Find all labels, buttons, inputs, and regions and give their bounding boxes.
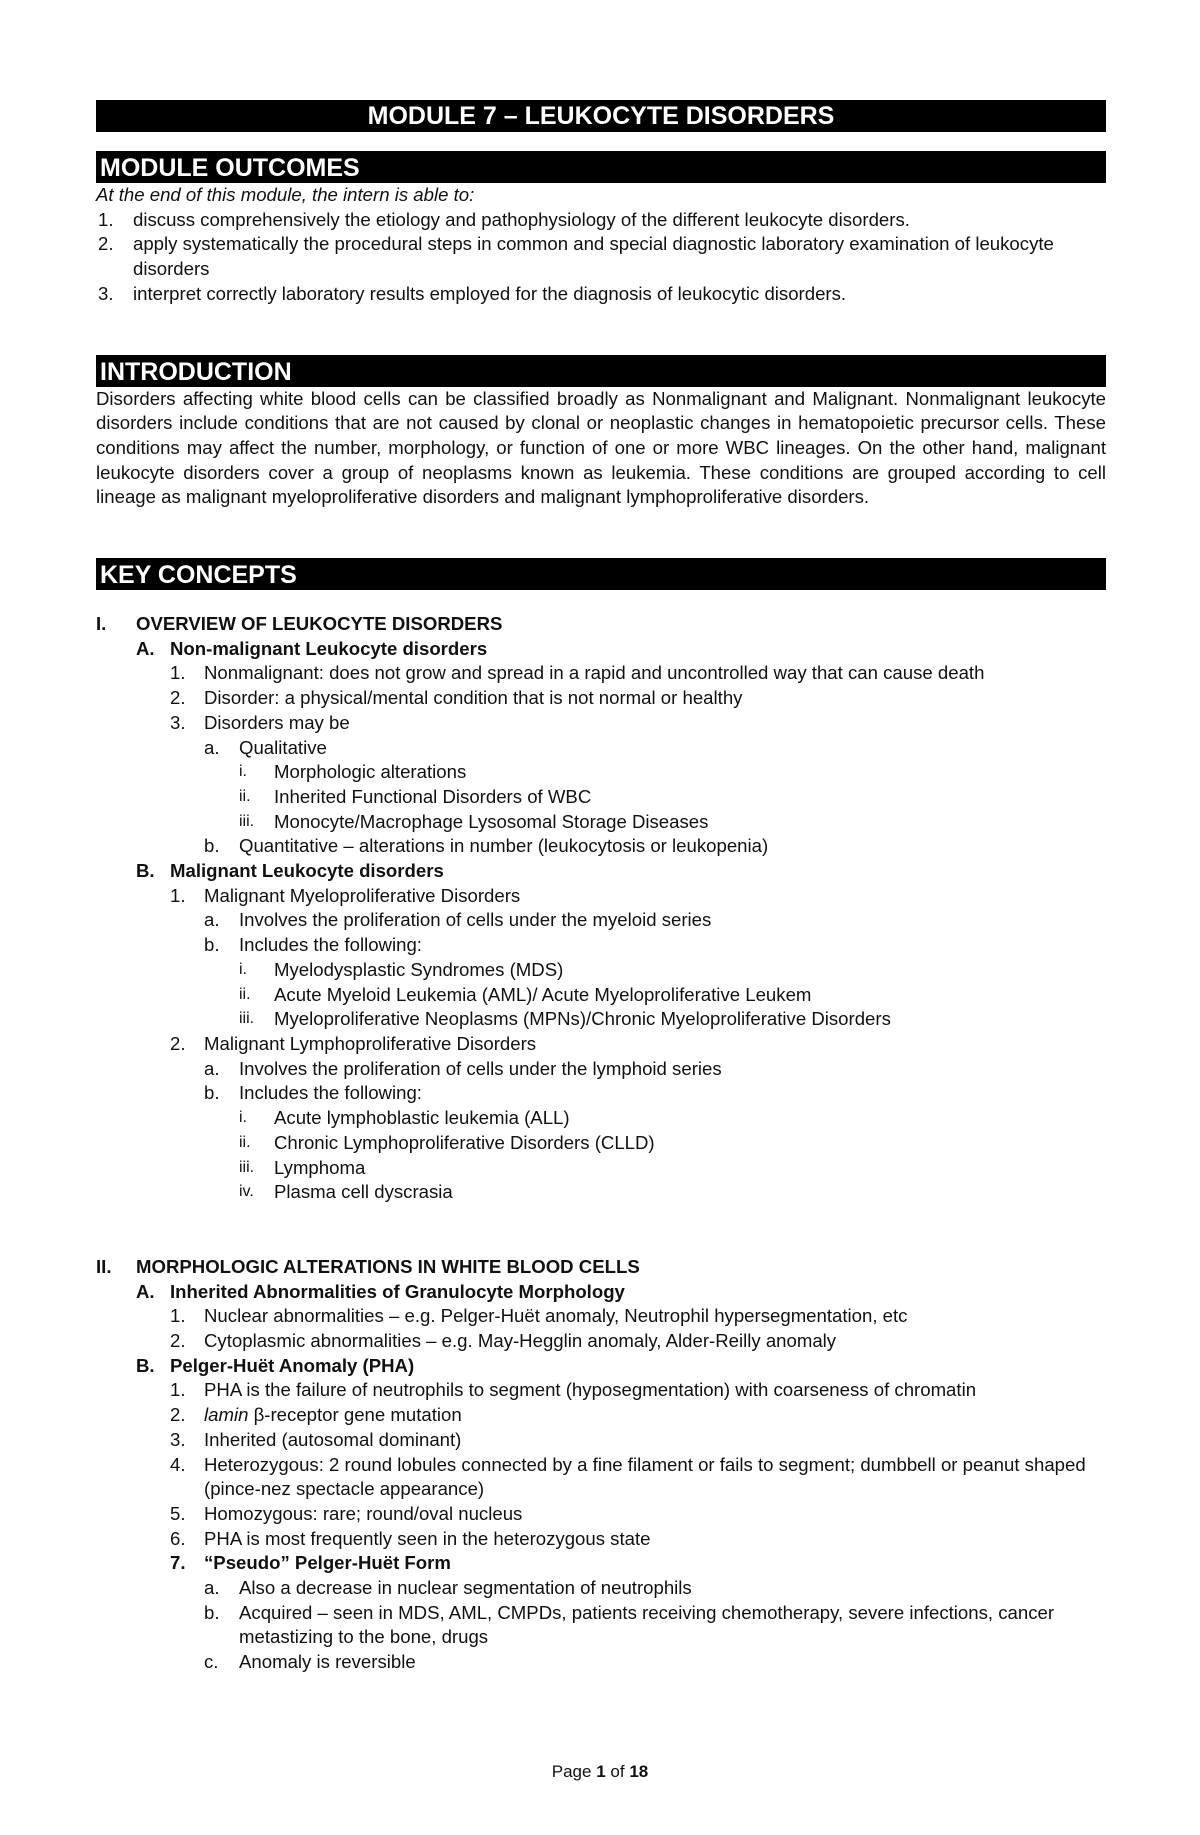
outline-text: Involves the proliferation of cells under the lymphoid series (239, 1057, 722, 1079)
outline-marker: b. (204, 835, 220, 857)
outline-item (96, 1601, 1106, 1650)
outline-text: Disorders may be (204, 711, 350, 733)
outline-marker: iii. (239, 1010, 255, 1028)
outline-item (96, 661, 1106, 686)
outline-marker: 4. (170, 1453, 186, 1475)
outline-marker: b. (204, 934, 220, 956)
footer-page-number: 1 (596, 1762, 606, 1781)
outline-marker: I. (96, 613, 107, 635)
outline-text: Non-malignant Leukocyte disorders (170, 637, 488, 659)
outline-marker: ii. (239, 787, 251, 805)
module-title: MODULE 7 – LEUKOCYTE DISORDERS (96, 100, 1106, 132)
outline-item (96, 1527, 1106, 1552)
gene-name: lamin (204, 1404, 249, 1426)
outline-item (96, 908, 1106, 933)
outline-text: Heterozygous: 2 round lobules connected by a fine filament or fails to segment; dumbbell or peanut shaped (pince-nez spectacle appearance) (204, 1453, 1086, 1500)
outline-item (96, 958, 1106, 983)
outline-text: Qualitative (239, 736, 327, 758)
outline-text: Anomaly is reversible (239, 1651, 416, 1673)
outline-marker: 1. (170, 1379, 186, 1401)
outline-item (96, 1032, 1106, 1057)
outline-text: Involves the proliferation of cells under the myeloid series (239, 909, 712, 931)
page-footer (0, 1762, 1200, 1782)
outcome-text: apply systematically the procedural steps in common and special diagnostic laboratory examination of leukocyte disorders (133, 233, 1054, 280)
outline-item (96, 1453, 1106, 1502)
outline-text: Inherited Functional Disorders of WBC (274, 785, 592, 807)
outline-marker: 3. (170, 1428, 186, 1450)
outline-marker: B. (136, 1354, 155, 1376)
outline-text: Monocyte/Macrophage Lysosomal Storage Diseases (274, 810, 709, 832)
outline-item (96, 933, 1106, 958)
outline-item (96, 1650, 1106, 1675)
outline-text: Plasma cell dyscrasia (274, 1181, 453, 1203)
outcome-item (96, 232, 1106, 281)
outline-text: Quantitative – alterations in number (leukocytosis or leukopenia) (239, 835, 769, 857)
outline-text: Acute lymphoblastic leukemia (ALL) (274, 1107, 570, 1129)
outline-text: Nuclear abnormalities – e.g. Pelger-Huët anomaly, Neutrophil hypersegmentation, etc (204, 1305, 908, 1327)
outline-heading-2 (96, 859, 1106, 884)
outline-marker: a. (204, 909, 220, 931)
outline-text: Nonmalignant: does not grow and spread in a rapid and uncontrolled way that can cause death (204, 662, 985, 684)
outline-text: Chronic Lymphoproliferative Disorders (CLLD) (274, 1131, 655, 1153)
outline-marker: 2. (170, 1330, 186, 1352)
outline-item (96, 1329, 1106, 1354)
outline-item (96, 1081, 1106, 1106)
outline-text: Morphologic alterations (274, 761, 467, 783)
outline-item (96, 1156, 1106, 1181)
outline-item (96, 1428, 1106, 1453)
outline-item (96, 1378, 1106, 1403)
outline-heading-2 (96, 1280, 1106, 1305)
outline-marker: A. (136, 637, 155, 659)
outline-marker: iv. (239, 1183, 254, 1201)
outline-text: Inherited Abnormalities of Granulocyte Morphology (170, 1280, 625, 1302)
outline-marker: 1. (170, 1305, 186, 1327)
outline-item (96, 1007, 1106, 1032)
outline-item (96, 1057, 1106, 1082)
outline-marker: ii. (239, 985, 251, 1003)
outline-text: PHA is the failure of neutrophils to segment (hyposegmentation) with coarseness of chromatin (204, 1379, 977, 1401)
outcome-number: 3. (98, 282, 114, 304)
outline-item (96, 760, 1106, 785)
outline-text: Myeloproliferative Neoplasms (MPNs)/Chronic Myeloproliferative Disorders (274, 1008, 891, 1030)
outline-marker: B. (136, 860, 155, 882)
outline-text: Also a decrease in nuclear segmentation of neutrophils (239, 1577, 692, 1599)
section-heading-introduction: INTRODUCTION (96, 355, 1106, 387)
outline-text: PHA is most frequently seen in the heterozygous state (204, 1527, 651, 1549)
outline-item (96, 834, 1106, 859)
outline-text: OVERVIEW OF LEUKOCYTE DISORDERS (136, 613, 503, 635)
outline-item (96, 686, 1106, 711)
outline-marker: 3. (170, 711, 186, 733)
outline-item (96, 785, 1106, 810)
outline-text: Malignant Myeloproliferative Disorders (204, 884, 521, 906)
outline-marker: a. (204, 1057, 220, 1079)
outline-item (96, 810, 1106, 835)
introduction-paragraph: Disorders affecting white blood cells can be classified broadly as Nonmalignant and Malignant. Nonmalignant leukocyte disorders include conditions that are not caused by clonal or neoplastic changes in hematopoietic precursor cells. These conditions may affect the number, morphology, or function of one or more WBC lineages. On the other hand, malignant leukocyte disorders cover a group of neoplasms known as leukemia. These conditions are grouped according to cell lineage as malignant myeloproliferative disorders and malignant lymphoproliferative disorders. (96, 387, 1106, 508)
outline-heading-2 (96, 1354, 1106, 1379)
outline-heading-2 (96, 637, 1106, 662)
outline-text: Inherited (autosomal dominant) (204, 1428, 462, 1450)
outline-marker: b. (204, 1082, 220, 1104)
outline-text: “Pseudo” Pelger-Huët Form (204, 1552, 451, 1574)
outline-text: Acquired – seen in MDS, AML, CMPDs, patients receiving chemotherapy, severe infections, cancer metastizing to the bone, drugs (239, 1601, 1055, 1648)
outline-heading-1 (96, 1255, 1106, 1280)
outline-marker: 7. (170, 1552, 186, 1574)
footer-of-label: of (610, 1762, 625, 1781)
outline-marker: 2. (170, 1404, 186, 1426)
outline-text: MORPHOLOGIC ALTERATIONS IN WHITE BLOOD CELLS (136, 1255, 640, 1277)
outcome-text: interpret correctly laboratory results employed for the diagnosis of leukocytic disorders. (133, 282, 847, 304)
outline-text: Includes the following: (239, 934, 422, 956)
outline-marker: i. (239, 960, 247, 978)
outline-text: Malignant Lymphoproliferative Disorders (204, 1032, 537, 1054)
outline-marker: iii. (239, 1158, 255, 1176)
outcome-number: 2. (98, 233, 114, 255)
outline-item (96, 736, 1106, 761)
outline-text: Homozygous: rare; round/oval nucleus (204, 1502, 523, 1524)
outline-marker: 2. (170, 687, 186, 709)
outline-marker: c. (204, 1651, 219, 1673)
outline-item (96, 711, 1106, 736)
footer-page-label: Page (551, 1762, 592, 1781)
outline-item (96, 1180, 1106, 1205)
outline-item (96, 1502, 1106, 1527)
outline-text: Cytoplasmic abnormalities – e.g. May-Hegglin anomaly, Alder-Reilly anomaly (204, 1330, 837, 1352)
outline-marker: a. (204, 736, 220, 758)
outcome-item (96, 208, 1106, 233)
outcome-text: discuss comprehensively the etiology and pathophysiology of the different leukocyte disorders. (133, 208, 910, 230)
outline-text: Includes the following: (239, 1082, 422, 1104)
outline-marker: iii. (239, 812, 255, 830)
outline-marker: a. (204, 1577, 220, 1599)
outline-text: Myelodysplastic Syndromes (MDS) (274, 958, 564, 980)
outline-text: Malignant Leukocyte disorders (170, 860, 444, 882)
outcomes-intro: At the end of this module, the intern is able to: (96, 184, 475, 205)
outline-heading-1 (96, 612, 1106, 637)
document-page (96, 100, 1106, 1675)
footer-total-pages: 18 (629, 1762, 649, 1781)
outline-item (96, 884, 1106, 909)
outline-item (96, 1106, 1106, 1131)
outline-item (96, 1576, 1106, 1601)
outline-marker: i. (239, 1109, 247, 1127)
outline-text: Disorder: a physical/mental condition that is not normal or healthy (204, 687, 743, 709)
outline-item (96, 983, 1106, 1008)
outline-marker: 2. (170, 1032, 186, 1054)
outline-marker: i. (239, 763, 247, 781)
outline-item (96, 1403, 1106, 1428)
outline-marker: ii. (239, 1133, 251, 1151)
outline-marker: II. (96, 1255, 112, 1277)
outcome-item (96, 282, 1106, 307)
outline-marker: 1. (170, 662, 186, 684)
section-heading-key-concepts: KEY CONCEPTS (96, 558, 1106, 590)
outline-text: Acute Myeloid Leukemia (AML)/ Acute Myeloproliferative Leukem (274, 983, 812, 1005)
outline-marker: 6. (170, 1527, 186, 1549)
outline-marker: A. (136, 1280, 155, 1302)
outline-marker: b. (204, 1601, 220, 1623)
outline-text: Pelger-Huët Anomaly (PHA) (170, 1354, 415, 1376)
outline-marker: 1. (170, 884, 186, 906)
outline-text: β-receptor gene mutation (248, 1404, 462, 1426)
section-heading-outcomes: MODULE OUTCOMES (96, 151, 1106, 183)
outline-item (96, 1131, 1106, 1156)
outline-marker: 5. (170, 1502, 186, 1524)
outline-item (96, 1304, 1106, 1329)
outline-item (96, 1551, 1106, 1576)
outcome-number: 1. (98, 208, 114, 230)
outline-text: Lymphoma (274, 1156, 366, 1178)
